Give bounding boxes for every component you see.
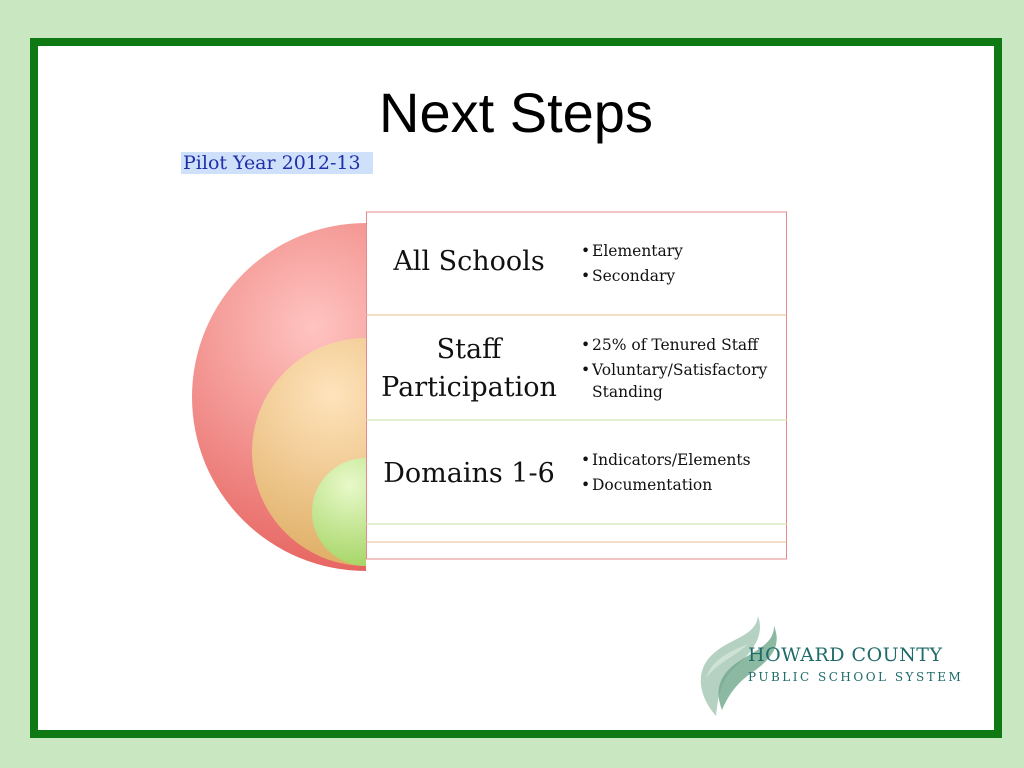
row-2-bullet-2: • Voluntary/Satisfactory [581, 358, 767, 383]
row-1-bullet-2: • Secondary [581, 264, 683, 289]
row-1-bullets [581, 239, 683, 289]
row-1-bullet-1: • Elementary [581, 239, 683, 264]
row-2-bullet-1: • 25% of Tenured Staff [581, 333, 767, 358]
slide-subtitle: Pilot Year 2012-13 [181, 152, 373, 174]
row-1-label: All Schools [393, 246, 545, 277]
slide-frame [30, 38, 1002, 738]
logo-sub-line: PUBLIC SCHOOL SYSTEM [748, 670, 964, 684]
logo-name-line: HOWARD COUNTY [748, 644, 943, 666]
row-3-bullets [581, 448, 751, 498]
row-2-label [364, 331, 574, 407]
row-2-bullets [581, 333, 767, 402]
row-2-label-line-2: Participation [381, 372, 557, 403]
row-3-bullet-2: • Documentation [581, 473, 751, 498]
row-2-label-line-1: Staff [436, 334, 502, 365]
row-3-label: Domains 1-6 [383, 458, 555, 489]
row-3-bullet-1: • Indicators/Elements [581, 448, 751, 473]
slide-title: Next Steps [379, 81, 653, 144]
row-2-bullet-2-continued: Standing [592, 383, 663, 401]
